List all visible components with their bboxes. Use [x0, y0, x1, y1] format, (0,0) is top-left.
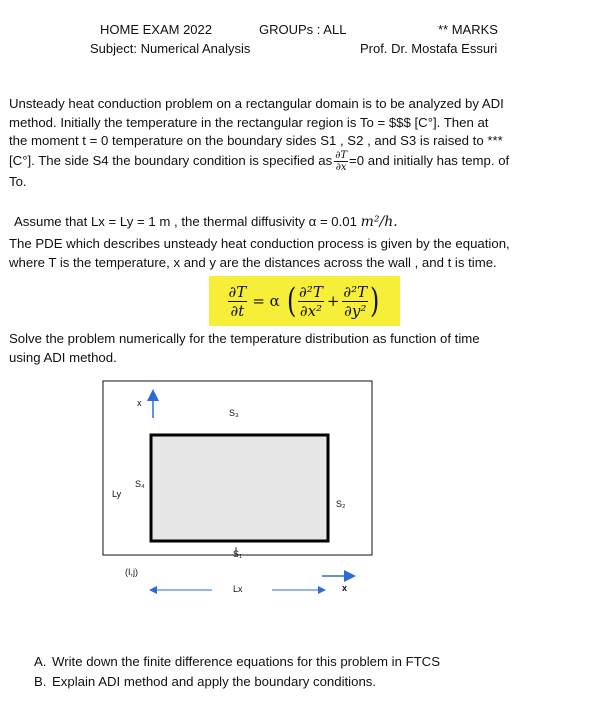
- pde-line-2: where T is the temperature, x and y are the distances across the wall , and t is time.: [9, 254, 497, 270]
- problem-statement: [9, 95, 605, 191]
- grid-index-label: (I,j): [125, 567, 138, 577]
- marks-label: ** MARKS: [438, 22, 498, 37]
- exam-title: HOME EXAM 2022: [100, 22, 212, 37]
- solve-line-2: using ADI method.: [9, 349, 117, 365]
- term-yy: [342, 283, 368, 320]
- term-yy-denominator: ∂y²: [344, 301, 367, 320]
- subject-label: Subject: Numerical Analysis: [90, 41, 251, 56]
- question-a-marker: A.: [34, 654, 47, 669]
- question-b-marker: B.: [34, 674, 47, 689]
- term-yy-numerator: ∂²T: [343, 282, 368, 301]
- problem-line-5: To.: [9, 173, 27, 189]
- assumption-text: Assume that Lx = Ly = 1 m , the thermal diffusivity α = 0.01: [14, 214, 357, 229]
- side-s2-label: S₂: [336, 499, 346, 509]
- bc-denominator: ∂x: [335, 162, 347, 174]
- boundary-derivative: [334, 150, 348, 173]
- lhs-fraction: [228, 283, 248, 320]
- diffusivity-units: m²/h.: [360, 214, 398, 230]
- pde-description: [9, 235, 605, 272]
- question-b-text: Explain ADI method and apply the boundary conditions.: [52, 674, 377, 689]
- problem-line-3: the moment t = 0 temperature on the boundary sides S1 , S2 , and S3 is raised to ***: [9, 133, 503, 149]
- assumption-line: [14, 213, 610, 232]
- domain-rectangle: [151, 435, 328, 541]
- bc-numerator: ∂T: [335, 150, 348, 162]
- term-xx-numerator: ∂²T: [299, 282, 323, 301]
- left-paren: (: [286, 281, 297, 321]
- problem-line-4a: [C°]. The side S4 the boundary condition is specified as: [9, 153, 333, 169]
- right-paren: ): [370, 281, 380, 321]
- groups-label: GROUPs : ALL: [259, 22, 347, 37]
- heat-equation: [209, 276, 400, 326]
- term-xx-denominator: ∂x²: [299, 301, 323, 320]
- problem-line-1: Unsteady heat conduction problem on a rectangular domain is to be analyzed by ADI: [9, 96, 504, 111]
- side-s1-label: S₁: [233, 549, 243, 559]
- equals-alpha: = α: [252, 292, 280, 310]
- lhs-numerator: ∂T: [228, 282, 247, 301]
- solve-instruction: [9, 330, 605, 367]
- problem-line-4b: =0 and initially has temp. of: [349, 153, 510, 169]
- professor-label: Prof. Dr. Mostafa Essuri: [360, 41, 498, 56]
- solve-line-1: Solve the problem numerically for the temperature distribution as function of time: [9, 331, 480, 346]
- x-axis-top-label: x: [137, 398, 142, 408]
- problem-line-4: [9, 151, 605, 173]
- problem-line-2: method. Initially the temperature in the rectangular region is To = $$$ [C°]. Then at: [9, 114, 489, 130]
- ly-label: Ly: [112, 489, 122, 499]
- lx-label: Lx: [233, 584, 243, 594]
- question-b: [34, 674, 376, 689]
- lhs-denominator: ∂t: [230, 301, 245, 320]
- side-s4-label: S₄: [135, 479, 145, 489]
- plus-sign: +: [326, 292, 340, 310]
- pde-line-1: The PDE which describes unsteady heat conduction process is given by the equation,: [9, 236, 510, 251]
- term-xx: [298, 283, 324, 320]
- question-a: [34, 654, 440, 669]
- side-s3-label: S₃: [229, 408, 239, 418]
- question-a-text: Write down the finite difference equations for this problem in FTCS: [52, 654, 441, 669]
- x-axis-bottom-label: x: [342, 583, 348, 593]
